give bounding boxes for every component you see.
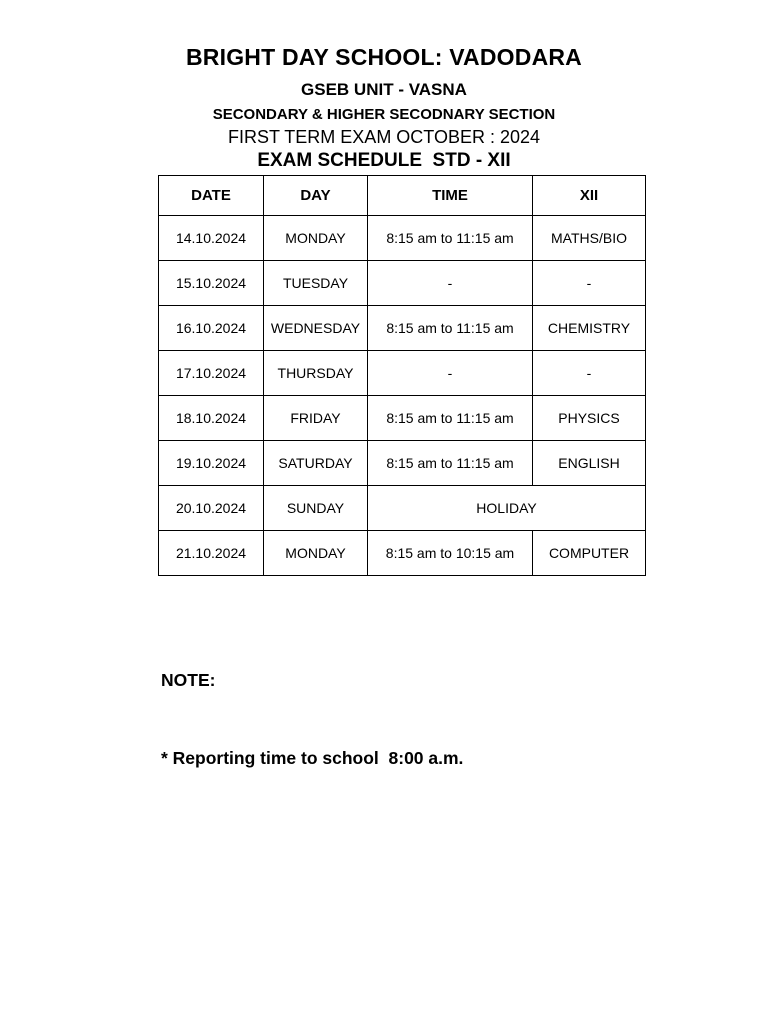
time-cell: 8:15 am to 10:15 am xyxy=(368,531,533,576)
subject-cell: CHEMISTRY xyxy=(533,306,646,351)
day-cell: FRIDAY xyxy=(264,396,368,441)
header-row xyxy=(159,176,646,216)
day-cell: SATURDAY xyxy=(264,441,368,486)
day-cell: MONDAY xyxy=(264,531,368,576)
section-name: SECONDARY & HIGHER SECODNARY SECTION xyxy=(212,106,556,123)
table-row xyxy=(159,261,646,306)
date-cell: 15.10.2024 xyxy=(159,261,264,306)
time-cell: 8:15 am to 11:15 am xyxy=(368,396,533,441)
day-cell: THURSDAY xyxy=(264,351,368,396)
date-cell: 14.10.2024 xyxy=(159,216,264,261)
table-body xyxy=(159,216,646,576)
time-cell: 8:15 am to 11:15 am xyxy=(368,306,533,351)
time-cell: 8:15 am to 11:15 am xyxy=(368,216,533,261)
date-cell: 21.10.2024 xyxy=(159,531,264,576)
day-cell: SUNDAY xyxy=(264,486,368,531)
column-header-subject: XII xyxy=(533,176,646,216)
subject-cell: - xyxy=(533,261,646,306)
date-cell: 18.10.2024 xyxy=(159,396,264,441)
note-line: * Reporting time to school 8:00 a.m. xyxy=(161,748,464,768)
date-cell: 16.10.2024 xyxy=(159,306,264,351)
school-name: BRIGHT DAY SCHOOL: VADODARA xyxy=(186,44,582,70)
unit-name: GSEB UNIT - VASNA xyxy=(301,80,467,99)
table-row xyxy=(159,531,646,576)
table-row xyxy=(159,486,646,531)
subject-cell: ENGLISH xyxy=(533,441,646,486)
date-cell: 17.10.2024 xyxy=(159,351,264,396)
day-cell: TUESDAY xyxy=(264,261,368,306)
time-cell: - xyxy=(368,261,533,306)
subject-cell: PHYSICS xyxy=(533,396,646,441)
date-cell: 19.10.2024 xyxy=(159,441,264,486)
column-header-time: TIME xyxy=(368,176,533,216)
table-row xyxy=(159,216,646,261)
table-row xyxy=(159,351,646,396)
table-row xyxy=(159,306,646,351)
table-row xyxy=(159,396,646,441)
table-header xyxy=(159,176,646,216)
note-heading: NOTE: xyxy=(161,670,216,690)
note-section xyxy=(161,615,463,797)
exam-term: FIRST TERM EXAM OCTOBER : 2024 xyxy=(227,127,541,147)
subject-cell: - xyxy=(533,351,646,396)
exam-schedule-table xyxy=(158,175,646,576)
time-cell: 8:15 am to 11:15 am xyxy=(368,441,533,486)
schedule-title: EXAM SCHEDULE STD - XII xyxy=(257,150,511,171)
date-cell: 20.10.2024 xyxy=(159,486,264,531)
subject-cell: MATHS/BIO xyxy=(533,216,646,261)
day-cell: WEDNESDAY xyxy=(264,306,368,351)
time-cell: - xyxy=(368,351,533,396)
holiday-cell: HOLIDAY xyxy=(368,486,646,531)
table-row xyxy=(159,441,646,486)
column-header-day: DAY xyxy=(264,176,368,216)
day-cell: MONDAY xyxy=(264,216,368,261)
subject-cell: COMPUTER xyxy=(533,531,646,576)
column-header-date: DATE xyxy=(159,176,264,216)
